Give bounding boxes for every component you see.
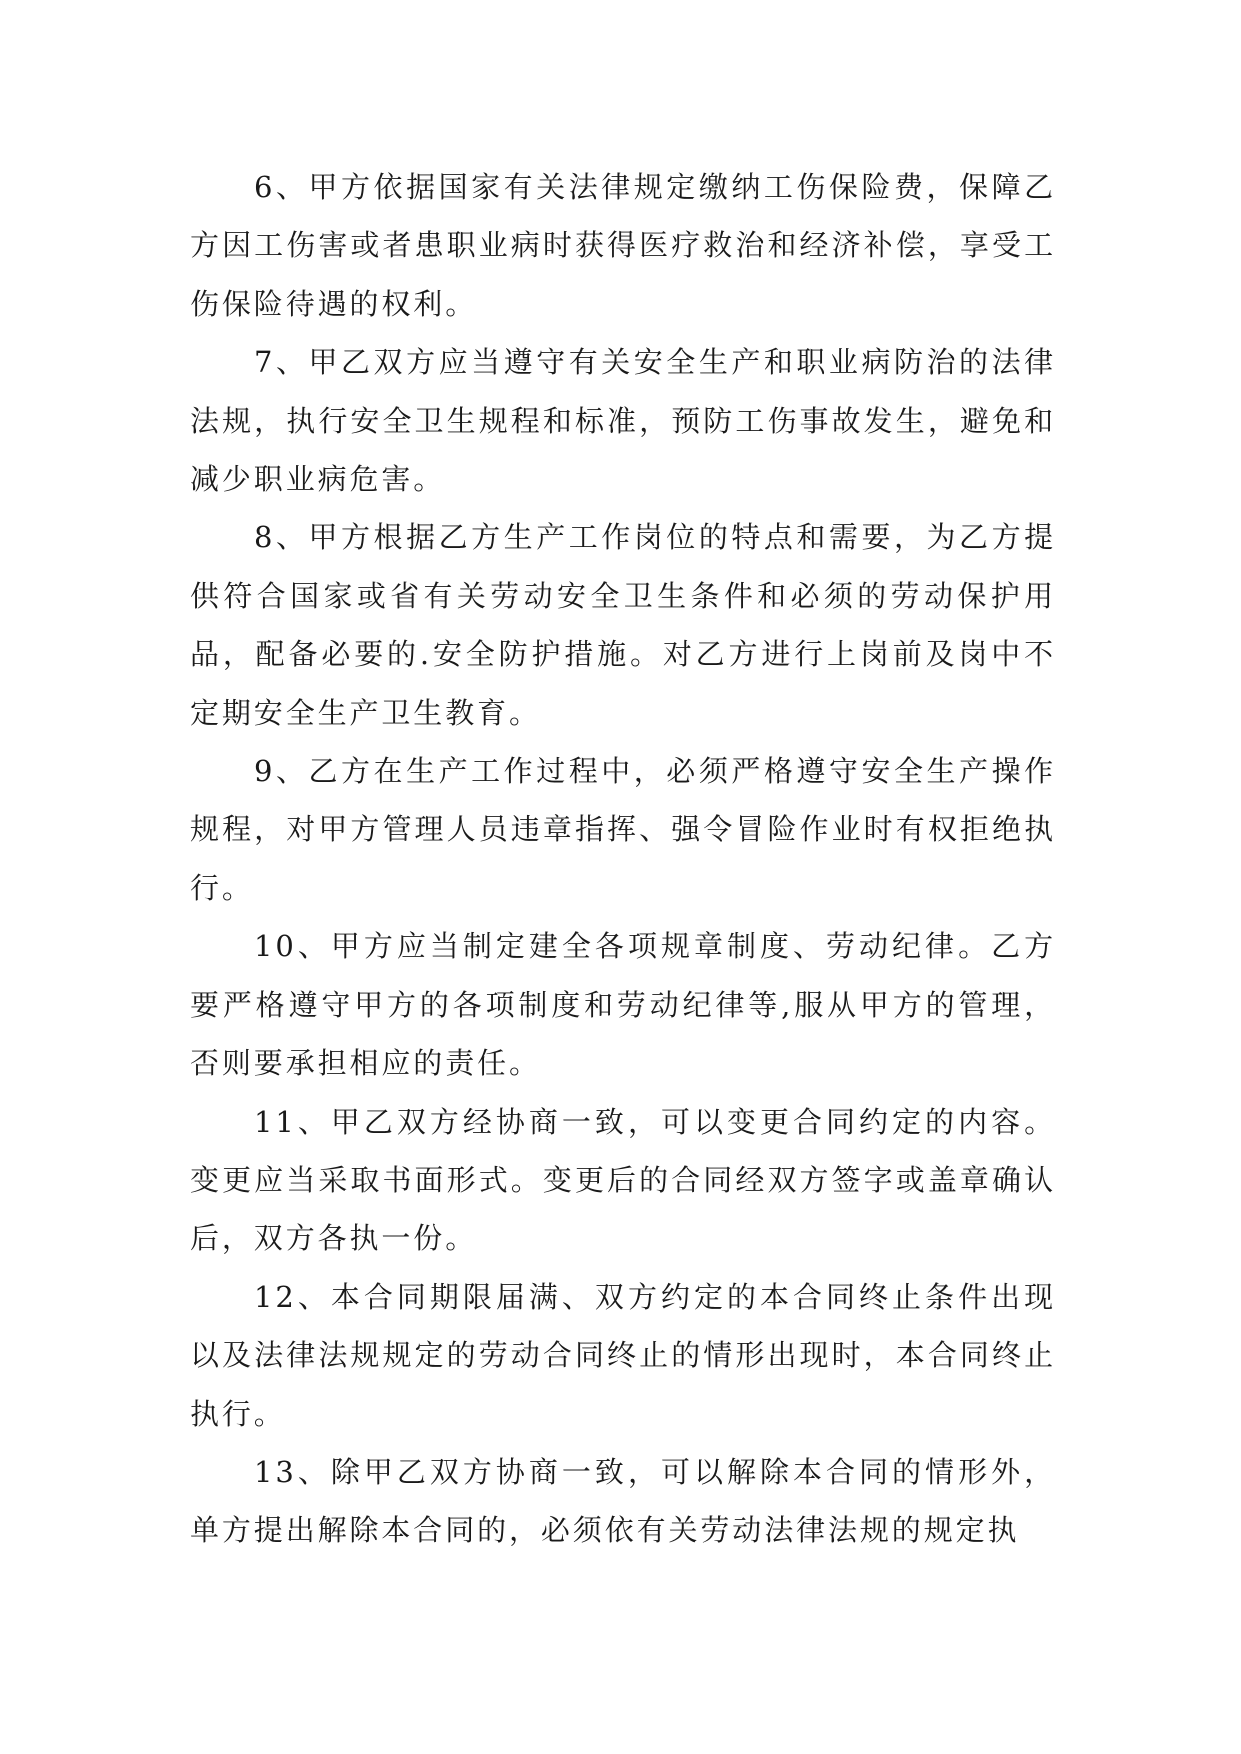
clause-7: 7、甲乙双方应当遵守有关安全生产和职业病防治的法律法规，执行安全卫生规程和标准，预防工伤事故发生，避免和减少职业病危害。 (190, 345, 1056, 497)
clause-12: 12、本合同期限届满、双方约定的本合同终止条件出现以及法律法规规定的劳动合同终止的情形出现时，本合同终止执行。 (190, 1279, 1056, 1431)
clause-8: 8、甲方根据乙方生产工作岗位的特点和需要，为乙方提供符合国家或省有关劳动安全卫生条件和必须的劳动保护用品，配备必要的.安全防护措施。对乙方进行上岗前及岗中不定期安全生产卫生教育。 (190, 520, 1056, 730)
clause-9: 9、乙方在生产工作过程中，必须严格遵守安全生产操作规程，对甲方管理人员违章指挥、强令冒险作业时有权拒绝执行。 (190, 754, 1056, 905)
clause-6: 6、甲方依据国家有关法律规定缴纳工伤保险费，保障乙方因工伤害或者患职业病时获得医疗救治和经济补偿，享受工伤保险待遇的权利。 (190, 170, 1056, 321)
clause-11: 11、甲乙双方经协商一致，可以变更合同约定的内容。变更应当采取书面形式。变更后的合同经双方签字或盖章确认后，双方各执一份。 (190, 1104, 1056, 1256)
clause-13: 13、除甲乙双方协商一致，可以解除本合同的情形外，单方提出解除本合同的，必须依有关劳动法律法规的规定执 (190, 1454, 1056, 1548)
clause-10: 10、甲方应当制定建全各项规章制度、劳动纪律。乙方要严格遵守甲方的各项制度和劳动纪律等,服从甲方的管理，否则要承担相应的责任。 (190, 929, 1056, 1081)
document-body (190, 158, 1056, 1560)
